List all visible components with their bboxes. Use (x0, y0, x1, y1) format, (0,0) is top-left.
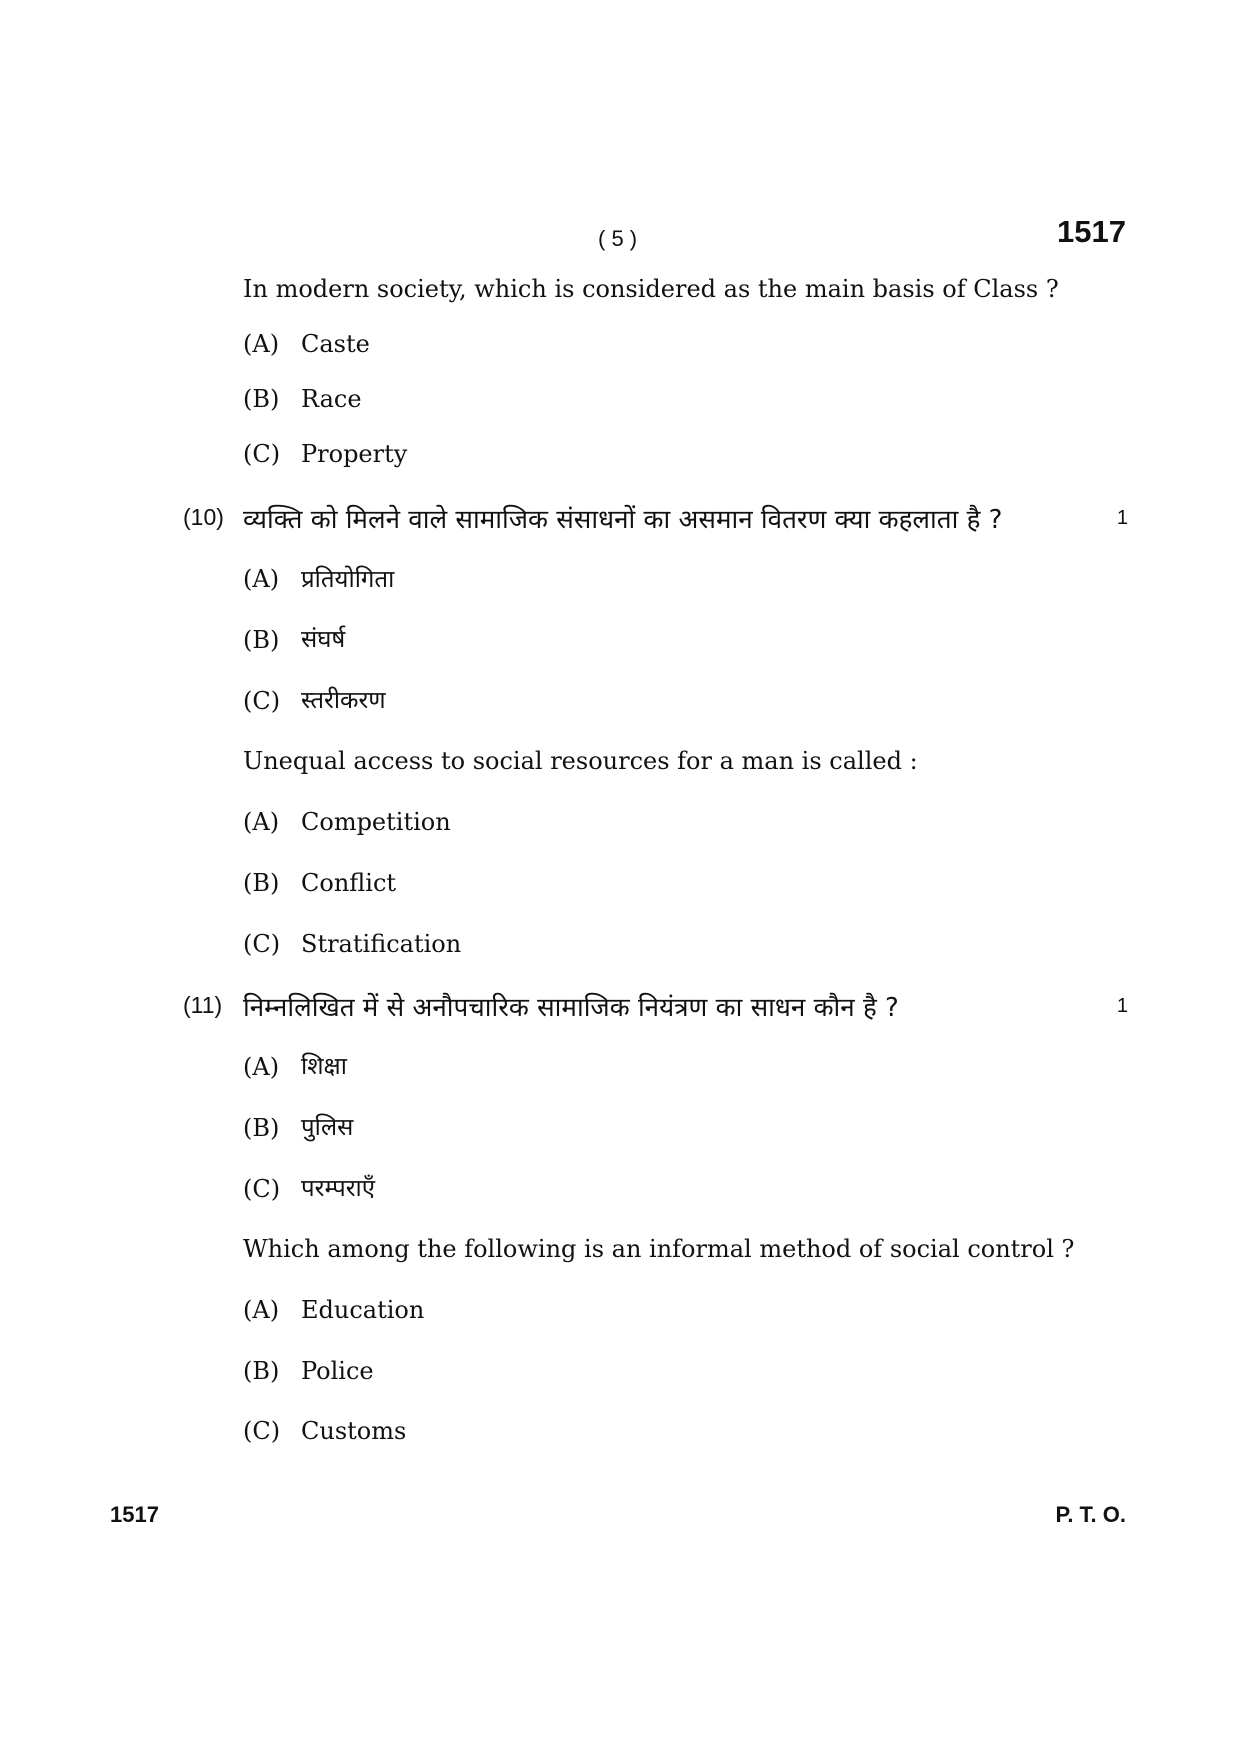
q9-option-b-letter: (B) (243, 385, 280, 413)
q10-number: (10) (183, 504, 224, 530)
q10-option-c-text-en: Stratification (301, 930, 462, 958)
q9-option-c-text: Property (301, 440, 408, 468)
q11-option-b-text-hi: पुलिस (301, 1113, 354, 1141)
q11-option-c-text-en: Customs (301, 1417, 407, 1445)
paper-code-top: 1517 (1057, 214, 1126, 249)
q11-number: (11) (183, 992, 223, 1018)
q10-option-c-letter-en: (C) (243, 930, 281, 958)
q11-option-c-letter-en: (C) (243, 1417, 281, 1445)
page-number: ( 5 ) (598, 226, 638, 251)
q10-question-en: Unequal access to social resources for a man is called : (243, 747, 918, 775)
q11-option-b-letter-en: (B) (243, 1357, 280, 1385)
q9-question-en: In modern society, which is considered as the main basis of Class ? (243, 275, 1059, 303)
q10-option-b-letter-en: (B) (243, 869, 280, 897)
q11-question-en: Which among the following is an informal method of social control ? (243, 1235, 1075, 1263)
q10-option-b-letter-hi: (B) (243, 626, 280, 654)
pto-label: P. T. O. (1055, 1502, 1126, 1527)
q10-question-hi: व्यक्ति को मिलने वाले सामाजिक संसाधनों का असमान वितरण क्या कहलाता है ? (243, 505, 1003, 535)
q11-option-a-letter-en: (A) (243, 1296, 280, 1324)
q9-option-b-text: Race (301, 385, 362, 413)
q11-option-b-letter-hi: (B) (243, 1114, 280, 1142)
q10-option-b-text-en: Conflict (301, 869, 397, 897)
q10-option-a-text-en: Competition (301, 808, 451, 836)
q10-option-b-text-hi: संघर्ष (301, 625, 346, 653)
q11-option-c-text-hi: परम्पराएँ (301, 1174, 376, 1202)
q11-option-a-text-en: Education (301, 1296, 425, 1324)
q9-option-a-text: Caste (301, 330, 370, 358)
paper-code-bottom: 1517 (110, 1502, 159, 1527)
q10-marks: 1 (1116, 507, 1128, 529)
q11-marks: 1 (1116, 995, 1128, 1017)
q10-option-a-letter-en: (A) (243, 808, 280, 836)
q10-option-c-letter-hi: (C) (243, 687, 281, 715)
q10-option-a-text-hi: प्रतियोगिता (301, 565, 395, 593)
q10-option-a-letter-hi: (A) (243, 565, 280, 593)
q11-option-a-letter-hi: (A) (243, 1053, 280, 1081)
q11-question-hi: निम्नलिखित में से अनौपचारिक सामाजिक नियंत्रण का साधन कौन है ? (243, 993, 899, 1023)
q9-option-a-letter: (A) (243, 330, 280, 358)
q11-option-c-letter-hi: (C) (243, 1175, 281, 1203)
q11-option-b-text-en: Police (301, 1357, 374, 1385)
q10-option-c-text-hi: स्तरीकरण (301, 686, 386, 714)
q9-option-c-letter: (C) (243, 440, 281, 468)
q11-option-a-text-hi: शिक्षा (301, 1052, 347, 1080)
